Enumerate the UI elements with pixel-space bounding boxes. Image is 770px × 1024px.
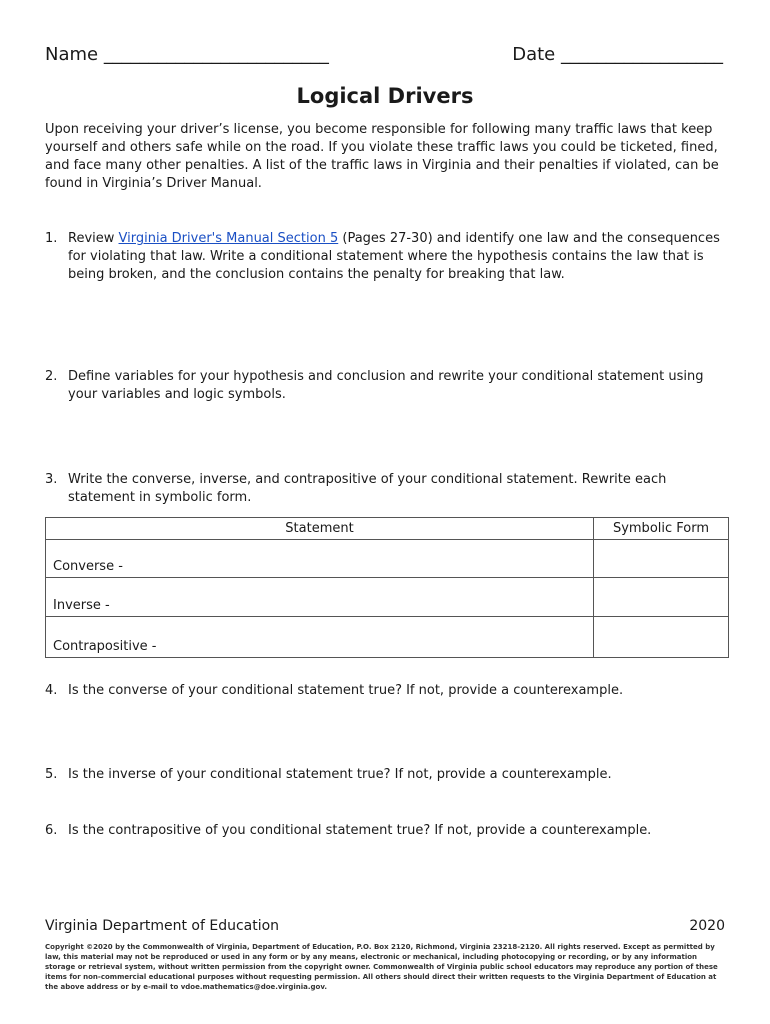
- question-number: 1.: [45, 231, 58, 246]
- question-number: 3.: [45, 472, 58, 487]
- date-blank[interactable]: __________________: [561, 44, 723, 65]
- page-title: Logical Drivers: [296, 84, 474, 108]
- converse-cell[interactable]: Converse -: [46, 540, 594, 578]
- footer-year: 2020: [689, 918, 725, 934]
- symbolic-form-header: Symbolic Form: [594, 518, 729, 540]
- contrapositive-cell[interactable]: Contrapositive -: [46, 617, 594, 658]
- intro-paragraph: Upon receiving your driver’s license, you become responsible for following many traffic laws that keep yourself and others safe while on the road. If you violate these traffic laws you could be ticketed, fined, and face many other penalties. A list of the traffic laws in Virginia and their penalties if violated, can be found in Virginia’s Driver Manual.: [45, 122, 719, 191]
- inverse-cell[interactable]: Inverse -: [46, 578, 594, 617]
- question-number: 4.: [45, 683, 58, 698]
- copyright-notice: Copyright ©2020 by the Commonwealth of Virginia, Department of Education, P.O. Box 2120, Richmond, Virginia 23218-2120. All rights reserved. Except as permitted by law, this material may not be reproduced or used in any form or by any means, electronic or mechanical, including photocopying or recording, or by any information storage or retrieval system, without written permission from the copyright owner. Commonwealth of Virginia public school educators may reproduce any portion of these items for non-commercial educational purposes without requesting permission. All others should direct their written requests to the Virginia Department of Education at the above address or by e-mail to vdoe.mathematics@doe.virginia.gov.: [45, 943, 718, 991]
- question-text: Is the contrapositive of you conditional statement true? If not, provide a counterexample.: [68, 823, 652, 838]
- footer-org: Virginia Department of Education: [45, 918, 280, 934]
- question-text: Review Virginia Driver's Manual Section 5 (Pages 27-30) and identify one law and the consequences for violating that law. Write a conditional statement where the hypothesis contains the law that is being broken, and the conclusion contains the penalty for breaking that law.: [68, 231, 720, 282]
- question-1: [45, 230, 725, 284]
- table-row: [46, 540, 729, 578]
- answer-table: [45, 517, 729, 658]
- contrapositive-symbolic-cell[interactable]: [594, 617, 729, 658]
- name-label: Name: [45, 44, 99, 65]
- question-3: [45, 471, 725, 507]
- table-row: [46, 617, 729, 658]
- question-text: Write the converse, inverse, and contrapositive of your conditional statement. Rewrite each statement in symbolic form.: [68, 472, 667, 505]
- inverse-symbolic-cell[interactable]: [594, 578, 729, 617]
- question-6: [45, 822, 725, 840]
- statement-header: Statement: [46, 518, 594, 540]
- table-row: [46, 578, 729, 617]
- question-number: 6.: [45, 823, 58, 838]
- date-field[interactable]: [512, 44, 723, 65]
- question-5: [45, 766, 725, 784]
- question-4: [45, 682, 725, 700]
- question-text: Is the converse of your conditional statement true? If not, provide a counterexample.: [68, 683, 624, 698]
- question-number: 5.: [45, 767, 58, 782]
- table-header-row: [46, 518, 729, 540]
- question-text: Is the inverse of your conditional statement true? If not, provide a counterexample.: [68, 767, 612, 782]
- date-label: Date: [512, 44, 556, 65]
- name-field[interactable]: [45, 44, 329, 65]
- name-blank[interactable]: _________________________: [103, 44, 329, 65]
- drivers-manual-link[interactable]: Virginia Driver's Manual Section 5: [118, 231, 339, 246]
- question-2: [45, 368, 725, 404]
- question-number: 2.: [45, 369, 58, 384]
- converse-symbolic-cell[interactable]: [594, 540, 729, 578]
- question-text: Define variables for your hypothesis and conclusion and rewrite your conditional statement using your variables and logic symbols.: [68, 369, 704, 402]
